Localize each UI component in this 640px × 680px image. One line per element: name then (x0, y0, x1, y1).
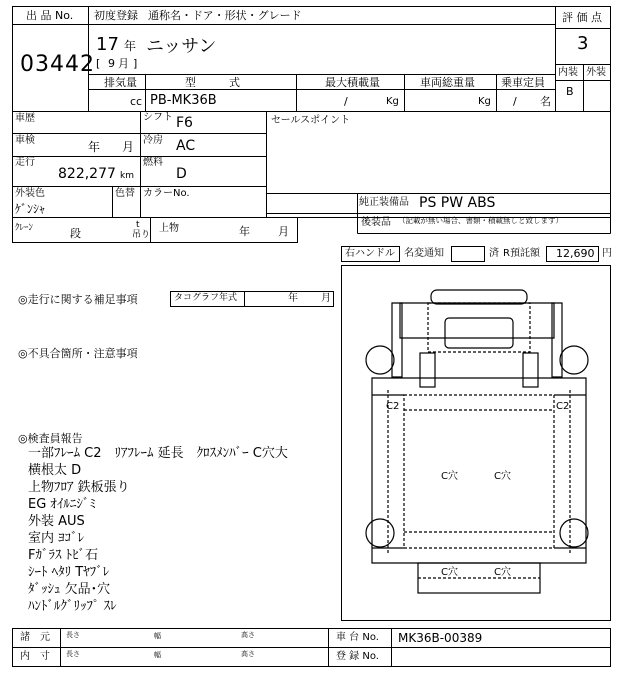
ext-color-label: 外装色 (15, 188, 45, 199)
body-year-unit: 年 (239, 225, 250, 238)
crane-ton-unit: t (136, 220, 140, 230)
reg-year-unit: 年 (124, 39, 137, 53)
interior-score: B (566, 85, 574, 98)
tacho-label: タコグラフ年式 (174, 293, 238, 303)
spec-height-label: 高さ (241, 631, 255, 639)
color-no-label: カラーNo. (143, 188, 190, 199)
history-label: 車歴 (15, 113, 35, 124)
fuel-value: D (176, 166, 187, 182)
inner-dim-row-label: 内 寸 (20, 651, 50, 662)
recycle-label: R預託額 (503, 248, 540, 259)
name-change-label: 名変通知 (404, 248, 444, 259)
model-code: PB-MK36B (150, 93, 217, 108)
inner-width-label: 幅 (154, 651, 161, 659)
lot-no-label: 出 品 No. (26, 9, 74, 22)
chassis-label: 車 台 No. (336, 632, 379, 643)
mileage-label: 走行 (15, 157, 35, 168)
ac-value: AC (176, 138, 196, 154)
inner-length-label: 長さ (66, 650, 80, 658)
diagram-mark-mid-left: C穴 (441, 471, 458, 482)
inspector-line: 横根太 D (28, 463, 82, 478)
diagram-mark-rear-right: C穴 (494, 567, 511, 578)
diagram-mark-left-frame: C2 (386, 401, 400, 412)
reg-year: 17 (96, 34, 119, 55)
fuel-label: 燃料 (143, 157, 163, 168)
mileage-unit: km (120, 171, 134, 181)
score-value: 3 (577, 33, 589, 54)
diagram-mark-right-frame: C2 (556, 401, 570, 412)
inner-height-label: 高さ (241, 650, 255, 658)
shift-label: シフト (143, 112, 173, 123)
body-label: 上物 (159, 223, 179, 234)
driving-note-label: ◎走行に関する補足事項 (18, 293, 138, 306)
inspection-label: 車検 (15, 135, 35, 146)
tacho-month-unit: 月 (321, 293, 331, 304)
score-label: 評 価 点 (562, 11, 602, 24)
displacement-label: 排気量 (104, 76, 137, 89)
diagram-mark-mid-right: C穴 (494, 471, 511, 482)
ac-label: 冷房 (143, 135, 163, 146)
diagram-windshield (445, 318, 513, 348)
gross-weight-label: 車両総重量 (420, 76, 475, 89)
interior-label: 内装 (558, 67, 578, 78)
inspector-line: 外装 AUS (28, 514, 85, 529)
inspector-line: 室内 ﾖｺﾞﾚ (28, 531, 85, 546)
reg-no-label: 登 録 No. (336, 651, 379, 662)
capacity-unit: 名 (540, 95, 551, 108)
body-month-unit: 月 (278, 225, 289, 238)
crane-stage-unit: 段 (70, 227, 81, 240)
model-label: 型 式 (185, 76, 240, 89)
capacity-slash: / (513, 95, 517, 108)
spec-row-label: 諸 元 (20, 632, 50, 643)
steering-value: 右ハンドル (345, 248, 395, 259)
lot-no-value: 03442 (20, 52, 95, 77)
spec-length-label: 長さ (66, 631, 80, 639)
chassis-no: MK36B-00389 (398, 631, 483, 645)
diagram-cab-roof (400, 303, 554, 338)
mileage-value: 822,277 (58, 166, 116, 182)
max-load-slash: / (344, 95, 348, 108)
crane-label: ｸﾚｰﾝ (15, 223, 34, 233)
diagram-wheel-fl (366, 346, 394, 374)
max-load-unit: Kg (386, 96, 399, 107)
inspector-line: 上物ﾌﾛｱ 鉄板張り (28, 480, 130, 495)
inspector-line: ﾊﾝﾄﾞﾙｸﾞﾘｯﾌﾟ ｽﾚ (28, 599, 117, 614)
inspector-line: 一部ﾌﾚｰﾑ C2 ﾘｱﾌﾚｰﾑ 延長 ｸﾛｽﾒﾝﾊﾞｰ C穴大 (28, 446, 288, 461)
recycle-prefix: 済 (489, 248, 499, 259)
cc-unit: cc (130, 95, 143, 108)
inspector-line: ﾀﾞｯｼｭ 欠品･穴 (28, 582, 111, 597)
inspector-line: EG ｵｲﾙﾆｼﾞﾐ (28, 497, 96, 512)
defects-label: ◎不具合箇所・注意事項 (18, 347, 138, 360)
gross-weight-unit: Kg (478, 96, 491, 107)
recycle-amount: 12,690 (556, 247, 595, 260)
first-reg-label: 初度登録 (94, 9, 138, 22)
inspector-label: ◎検査員報告 (18, 432, 83, 445)
aftermarket-note: （記載が無い場合、書類・積載無しと致します） (398, 216, 563, 225)
ext-color-value: ｹﾞﾝｼｬ (15, 202, 46, 216)
inspection-year-unit: 年 (88, 140, 101, 154)
diagram-wheel-fr (560, 346, 588, 374)
diagram-wheel-rl (366, 519, 394, 547)
diagram-wheel-rr (560, 519, 588, 547)
max-load-label: 最大積載量 (325, 76, 380, 89)
shift-value: F6 (176, 115, 193, 131)
equipment-label: 純正装備品 (359, 197, 409, 208)
yen-unit: 円 (602, 248, 612, 259)
diagram-hood (431, 290, 527, 304)
reg-month: 9 (108, 57, 115, 70)
aftermarket-label: 後装品 (361, 217, 391, 228)
reg-month-unit: 月 (118, 57, 129, 70)
inspector-line: Fｶﾞﾗｽ ﾄﾋﾞ石 (28, 548, 99, 563)
tacho-year-unit: 年 (288, 293, 298, 304)
diagram-mark-rear-left: C穴 (441, 567, 458, 578)
equipment-value: PS PW ABS (419, 195, 496, 211)
sales-point-label: セールスポイント (271, 115, 351, 126)
inspector-line: ｼｰﾄ ﾍﾀﾘ Tﾔﾌﾞﾚ (28, 565, 110, 580)
maker-name: ニッサン (146, 36, 217, 57)
exterior-label: 外装 (586, 67, 606, 78)
capacity-label: 乗車定員 (501, 76, 545, 89)
name-label: 通称名・ドア・形状・グレード (148, 9, 302, 22)
inspection-month-unit: 月 (122, 140, 135, 154)
crane-hang-unit: 吊り (132, 230, 151, 240)
spec-width-label: 幅 (154, 632, 161, 640)
color-change-label: 色替 (115, 188, 135, 199)
